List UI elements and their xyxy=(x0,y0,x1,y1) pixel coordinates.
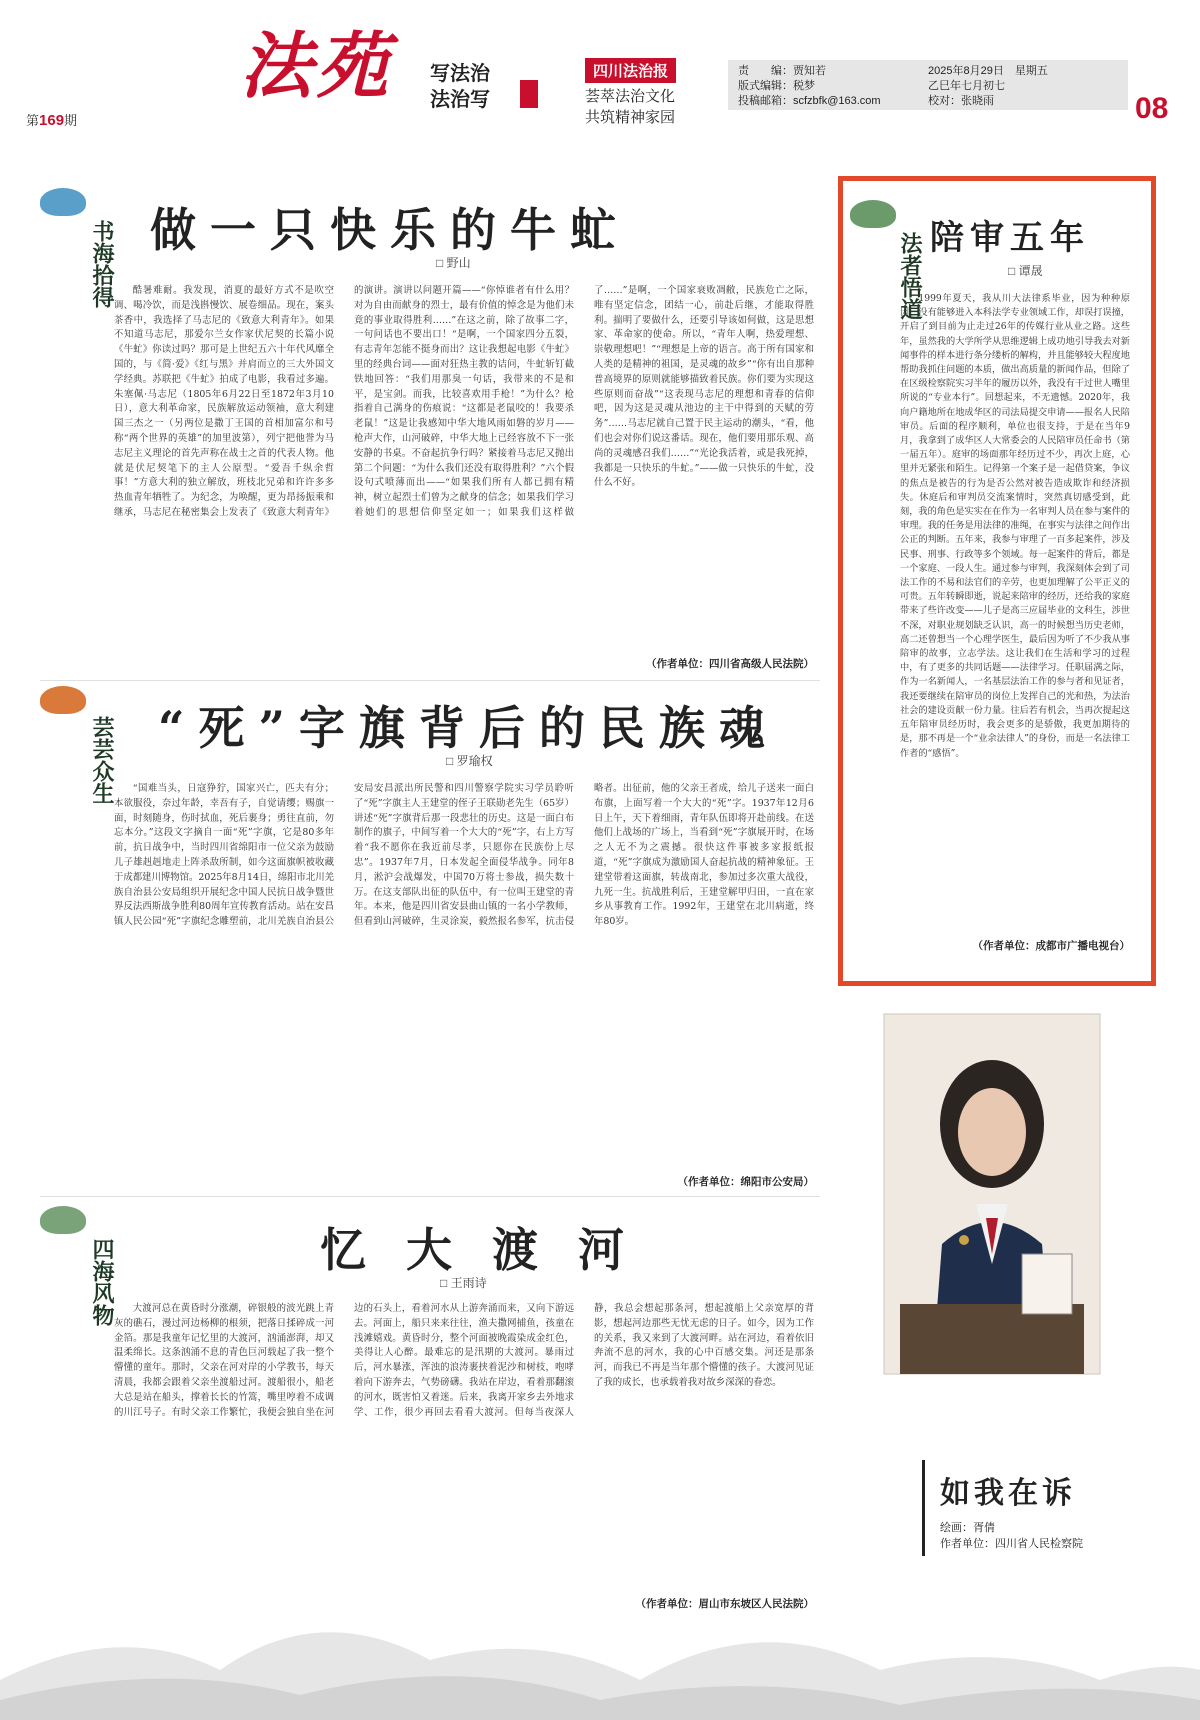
author-unit: （作者单位：眉山市东坡区人民法院） xyxy=(635,1598,814,1610)
article-body: 酷暑难耐。我发现，消夏的最好方式不是吹空调、喝冷饮，而是浅斟慢饮、展卷细品。现在，案头茶香中，我选择了马志尼的《致意大利青年》。如果不知道马志尼，那爱尔兰女作家伏尼契的长篇小说《牛虻》你读过吗？那可是上世纪五六十年代风靡全国的，与《简·爱》《红与黑》并肩而立的三大外国文学经典。苏联把《牛虻》拍成了电影，我看过多遍。朱塞佩·马志尼（1805年6月22日至1872年3月10日），意大利革命家，民族解放运动领袖，意大利建国三杰之一（另两位是撒丁王国的首相加富尔和号称“两个世界的英雄”的加里波第），列宁把他誉为马志尼主义理论的首先声称在战士之首的代表人物。他就是伏尼契笔下的主人公原型。“爱吾千纵余哲事！”方意大利的独立解放，班枝北兄弟和许许多多热血青年牺牲了。为纪念，为唤醒，更为昂扬振乘和继承，马志尼在秘密集会上发表了《致意大利青年》的演讲。演讲以问题开篇——“你悼谁者有什么用？对为自由而献身的烈士，最有价值的悼念是为他们未竟的事业取得胜利……”在这之前，除了故事二字，一句问话也不要出口！“是啊，一个国家四分五裂，有志青年怎能不挺身而出？这让我想起电影《牛虻》里的经典台词——面对狂热主教的诘问，牛虻斩钉截铁地回答：“我们用那臭一句话，我带来的不是和平，是宝剑。而我，比较喜欢用手枪！”为什么？枪指着自己满身的伤痕说：“这都是老鼠咬的！我要杀老鼠！”这是让我感知中华大地风雨如磐的岁月——枪声大作，山河破碎，中华大地上已经容放不下一张安静的书桌。不奋起抗争行吗？紧接着马志尼又抛出第二个问题：“为什么我们还没有取得胜利？”六个假设句式喷薄而出——“如果我们所有人都已拥有精神，树立起烈士们曾为之献身的信念；如果我们学习着她们的思想信仰坚定如一；如果我们这样做了……”是啊，一个国家衰败凋敝，民族危亡之际，唯有坚定信念，团结一心，前赴后继，才能取得胜利。揣明了要做什么，还要引导该如何做，这是思想家、革命家的使命。所以，“青年人啊，热爱理想、崇敬理想吧！”“理想是上帝的语言。高于所有国家和人类的是精神的祖国，是灵魂的故乡”“你有出自那种普高境界的原则就能够描致着民族。你们要为实现这些原则而奋战”“这表现马志尼的理想和青春的信仰吧，因为这是灵魂从池边的主干中得到的天赋的劳务”……马志尼就自己置于民主运动的潮头，“看，他们也会对你们说这番话。现在，他们要用那乐观、高尚的灵魂感召我们……”“光论我活着，或是我死掉，我都是一只快乐的牛虻。”——做一只快乐的牛虻，没什么不好。 xyxy=(114,285,814,518)
lunar-date: 乙巳年七月初七 xyxy=(928,80,1005,92)
article-body: 大渡河总在黄昏时分涨潮，碎银般的波光跳上青灰的礁石，漫过河边杨柳的根须，把落日揉碎成一河金箔。那是我童年记忆里的大渡河，汹涌澎湃，却又温柔绵长。这条汹涌不息的青色巨河载起了我一整个懵懂的童年。那时，父亲在河对岸的小学教书，每天清晨，我都会跟着父亲坐渡船过河。渡船很小，船老大总是站在船头，撑着长长的竹篙，嘴里哼着不成调的川江号子。有时父亲工作繁忙，我便会独自坐在河边的石头上，看着河水从上游奔涌而来，又向下游远去。河面上，船只来来往往，渔夫撒网捕鱼，孩童在浅滩嬉戏。黄昏时分，整个河面被晚霞染成金红色，美得让人心醉。最难忘的是汛期的大渡河。暴雨过后，河水暴涨，浑浊的浪涛裹挟着泥沙和树枝，咆哮着向下游奔去，气势磅礴。我站在岸边，看着那翻滚的河水，既害怕又着迷。后来，我离开家乡去外地求学、工作，很少再回去看看大渡河。但每当夜深人静，我总会想起那条河，想起渡船上父亲宽厚的背影，想起河边那些无忧无虑的日子。如今，因为工作的关系，我又来到了大渡河畔。站在河边，看着依旧奔流不息的河水，我的心中百感交集。河还是那条河，而我已不再是当年那个懵懂的孩子。大渡河见证了我的成长，也承载着我对故乡深深的眷恋。 xyxy=(114,1303,814,1418)
ink-mountains xyxy=(0,1560,1200,1720)
article-title: 忆大渡河 xyxy=(320,1223,664,1277)
article-body: “国难当头，日寇狰狞，国家兴亡，匹夫有分；本欲服役，奈过年龄，幸吾有子，自觉请缨；赐旗一面，时刻随身，伤时拭血，死后裹身；勇往直前，勿忘本分。”这段文字摘自一面“死”字旗，它是80多年前，抗日战争中，当时四川省绵阳市一位父亲为鼓励儿子雄赳赳地走上阵杀敌所制，如今这面旗帜被收藏于成都建川博物馆。2025年8月14日，绵阳市北川羌族自治县公安局组织开展纪念中国人民抗日战争暨世界反法西斯战争胜利80周年宣传教育活动。站在安昌镇人民公园“死”字旗纪念雕塑前，北川羌族自治县公安局安昌派出所民警和四川警察学院实习学员聆听了“死”字旗主人王建堂的侄子王联勋老先生（65岁）讲述“死”字旗背后那一段悲壮的历史。这是一面白布制作的旗子，中间写着一个大大的“死”字，右上方写着“我不愿你在我近前尽孝，只愿你在民族份上尽忠”。1937年7月，日本发起全面侵华战争。同年8月，淞沪会战爆发，中国70万将士参战，损失数十万。在这支部队出征的队伍中，有一位叫王建堂的青年。本来，他是四川省安县曲山镇的一名小学教师，但看到山河破碎，生灵涂炭，毅然报名参军，抗击侵略者。出征前，他的父亲王者成，给儿子送来一面白布旗，上面写着一个大大的“死”字。1937年12月6日上午，天下着细雨，青年队伍即将开赴前线。在送他们上战场的广场上，当看到“死”字旗展开时，在场之人无不为之震撼。很快这件事被多家报纸报道，“死”字旗成为激励国人奋起抗战的精神象征。王建堂带着这面旗，转战南北，参加过多次重大战役，九死一生。抗战胜利后，王建堂解甲归田，一直在家乡从事教育工作。1992年，王建堂在北川病逝，终年80岁。 xyxy=(114,783,814,928)
divider xyxy=(40,1196,820,1197)
info-bar xyxy=(728,60,1128,110)
author-unit: （作者单位：绵阳市公安局） xyxy=(677,1176,814,1188)
article-title: 做一只快乐的牛虻 xyxy=(150,203,630,257)
flower-icon xyxy=(40,686,86,714)
paper-name: 四川法治报 xyxy=(585,58,676,83)
accent-bar xyxy=(922,1460,925,1556)
book-icon xyxy=(40,188,86,216)
slogan: 荟萃法治文化 共筑精神家园 xyxy=(585,87,676,126)
page-number: 08 xyxy=(1135,92,1169,125)
artwork-painter: 绘画：胥倩 xyxy=(940,1522,995,1534)
section-badge-sihai: 四海风物 xyxy=(89,1238,115,1326)
artwork-title: 如我在诉 xyxy=(940,1476,1076,1511)
masthead xyxy=(0,0,1200,160)
article-body: 1999年夏天，我从川大法律系毕业，因为种种原因，没有能够进入本科法学专业领域工作，却误打误撞，开启了到目前为止走过26年的传媒行业从业之路。这些年，虽然我的大学所学从思维逻辑上成功地引导我去对新闻事件的样本进行条分缕析的解构，并且能够较大程度地帮助我抓住问题的本质，做出高质量的新闻作品，但除了在区级检察院实习半年的履历以外，我没有干过世人嘴里所说的“专业本行”。回想起来，不无遗憾。2020年，我向户籍地所在地成华区的司法局提交申请——报名人民陪审员。后面的程序顺利，单位也很支持，于是在当年9月，我拿到了成华区人大常委会的人民陪审员任命书（第一届五年）。庭审的场面那年经历过不少，再次上庭，心里并无紧张和陌生。记得第一个案子是一起借贷案，争议的焦点是被告的行为是否公然对被告造成欺诈和经济损失。休庭后和审判员交流案情时，突然真切感受到，此刻，我的角色是实实在在作为一名审判人员在参与案件的审理。我的任务是用法律的准绳，在事实与法律之间作出公正的判断。五年来，我参与审理了一百多起案件，涉及民事、刑事、行政等多个领域。每一起案件的背后，都是一个家庭、一段人生。通过参与审判，我深刻体会到了司法工作的不易和法官们的辛劳，也更加理解了公平正义的可贵。五年转瞬即逝，说起来陪审的经历，还给我的家庭带来了些许改变——儿子是高三应届毕业的文科生，涉世不深，对职业规划缺乏认识，高一的时候想当历史老师，高二还曾想当一个心理学医生，最后因为听了不少我从事陪审的故事，立志学法。这让我们在生活和学习的过程中，有了更多的共同话题——法律学习。任职届满之际，作为一名新闻人，一名基层法治工作的参与者和见证者，我还要继续在陪审员的岗位上发挥自己的光和热，为法治社会的建设贡献一份力量。往后若有机会，当再次提起这五年陪审员经历时，我会更多的是骄傲，我更加期待的是，那不再是一个“业余法律人”的身份，而是一名法律工作者的“感悟”。 xyxy=(900,293,1130,759)
article-author: □ 野山 xyxy=(436,254,471,271)
artwork-unit: 作者单位：四川省人民检察院 xyxy=(940,1538,1083,1550)
article-title: 陪审五年 xyxy=(930,218,1090,258)
section-badge-yunyun: 芸芸众生 xyxy=(89,716,115,804)
section-badge-fazhe: 法者悟道 xyxy=(897,232,923,320)
author-unit: （作者单位：成都市广播电视台） xyxy=(972,940,1130,952)
issue-number: 第169期 xyxy=(26,112,78,129)
seal-icon xyxy=(520,80,538,108)
brand-logo: 法苑 xyxy=(240,23,393,108)
editor: 责 编：贾知若 xyxy=(738,65,826,77)
article-author: □ 罗瑜权 xyxy=(446,752,493,769)
brand-motto: 写法治 法治写 xyxy=(430,61,490,111)
temple-icon xyxy=(850,200,896,228)
section-badge-shuhai: 书海拾得 xyxy=(89,220,115,308)
date: 2025年8月29日 星期五 xyxy=(928,65,1048,77)
email: 投稿邮箱：scfzbfk@163.com xyxy=(738,95,881,107)
article-author: □ 谭晟 xyxy=(1008,262,1043,279)
author-unit: （作者单位：四川省高级人民法院） xyxy=(646,658,814,670)
layout-editor: 版式编辑：税梦 xyxy=(738,80,815,92)
divider xyxy=(40,680,820,681)
article-title: “死”字旗背后的民族魂 xyxy=(158,701,779,755)
proofreader: 校对：张晓雨 xyxy=(928,95,994,107)
landscape-icon xyxy=(40,1206,86,1234)
article-author: □ 王雨诗 xyxy=(440,1274,487,1291)
artwork-credit xyxy=(940,1520,1083,1552)
